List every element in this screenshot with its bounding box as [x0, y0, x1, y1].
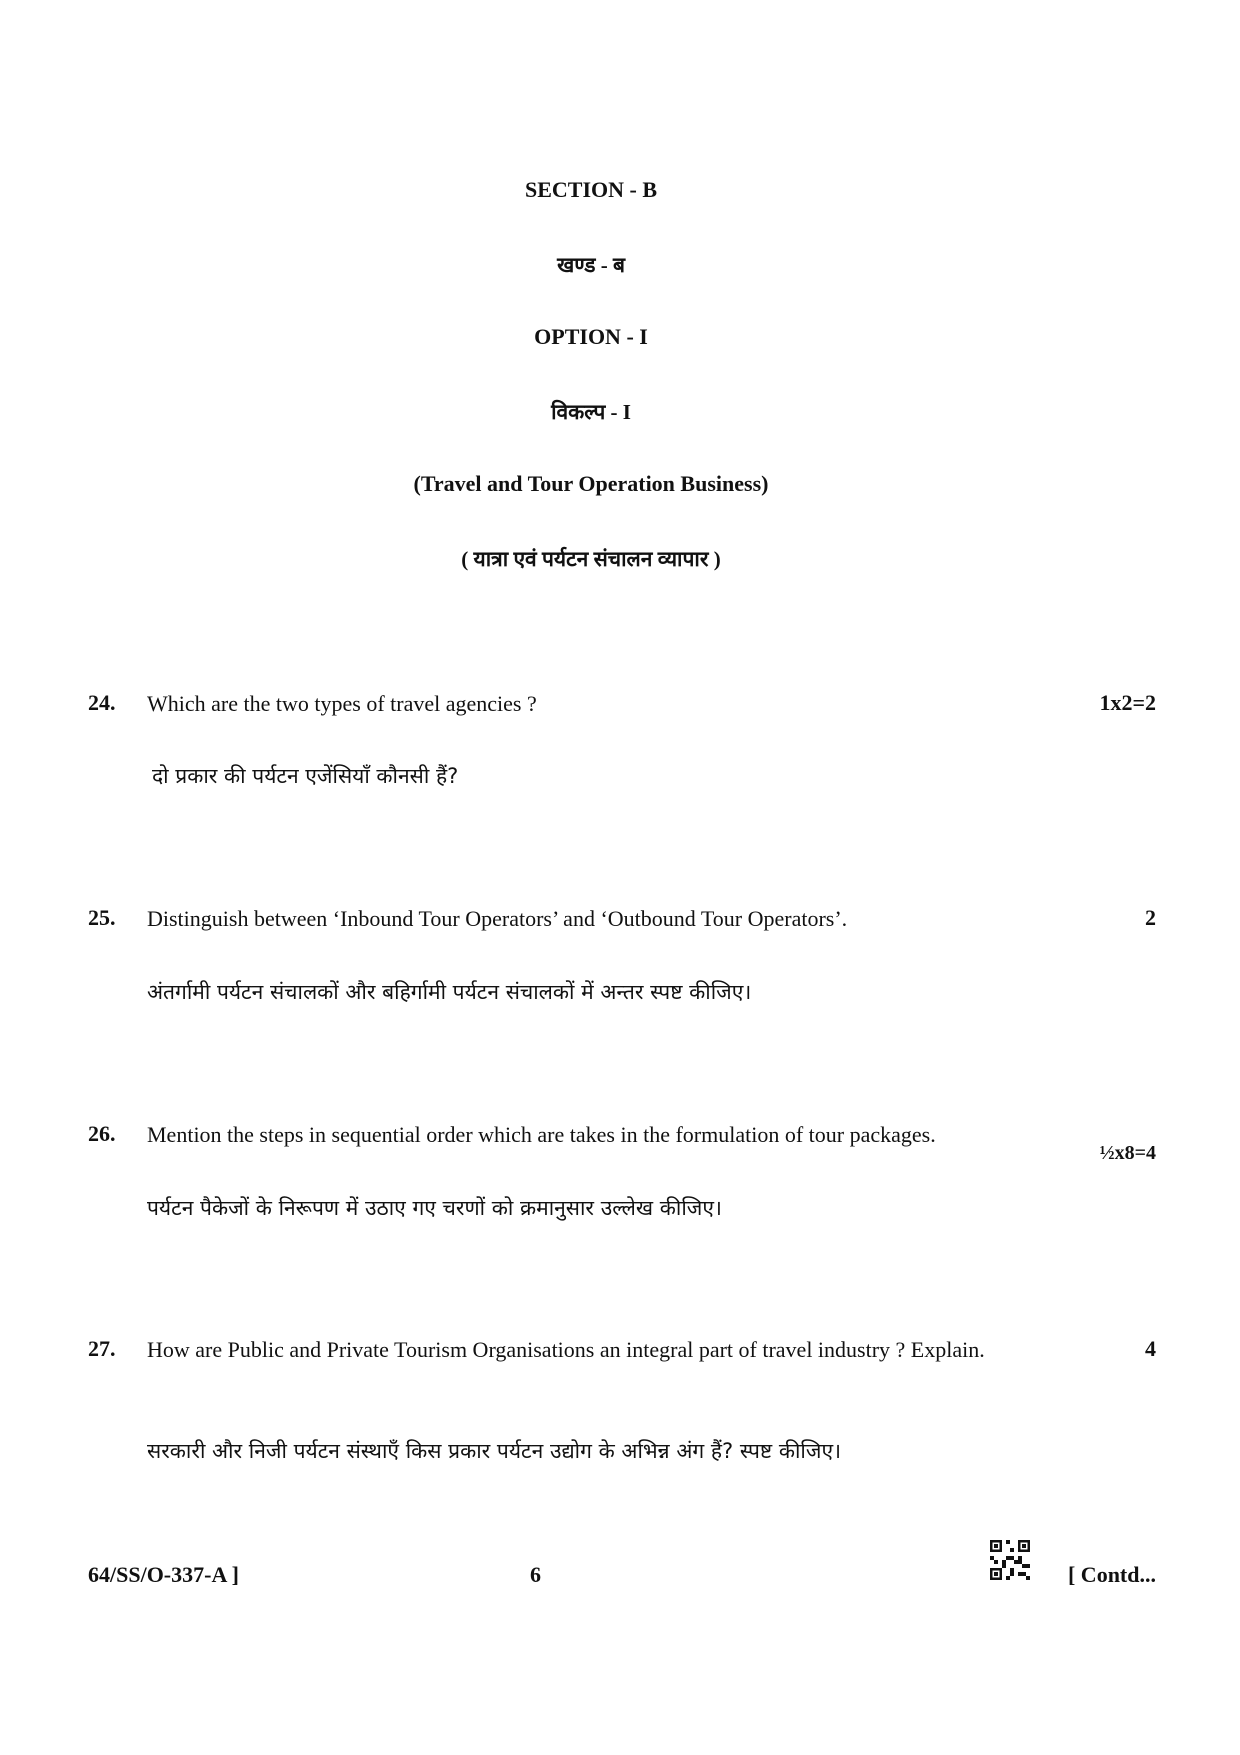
subject-heading-en: (Travel and Tour Operation Business)	[413, 471, 769, 496]
question-text-en: How are Public and Private Tourism Organisations an integral part of travel industry ? Explain.	[147, 1337, 985, 1362]
subject-heading-hi: ( यात्रा एवं पर्यटन संचालन व्यापार )	[461, 547, 721, 571]
continued-label: [ Contd...	[1067, 1562, 1156, 1587]
section-heading-hi: खण्ड - ब	[557, 253, 625, 277]
question-marks: ½x8=4	[1099, 1142, 1156, 1164]
qr-code-icon	[990, 1540, 1030, 1580]
question-number: 27.	[88, 1336, 116, 1361]
question-marks: 1x2=2	[1099, 690, 1156, 715]
question-number: 25.	[88, 905, 116, 930]
page-number: 6	[530, 1562, 541, 1587]
question-text-hi: दो प्रकार की पर्यटन एजेंसियाँ कौनसी हैं?	[152, 764, 459, 788]
question-text-hi: अंतर्गामी पर्यटन संचालकों और बहिर्गामी पर्यटन संचालकों में अन्तर स्पष्ट कीजिए।	[147, 980, 752, 1004]
question-text-hi: सरकारी और निजी पर्यटन संस्थाएँ किस प्रकार पर्यटन उद्योग के अभिन्न अंग हैं? स्पष्ट कीजिए।	[147, 1439, 842, 1463]
question-number: 26.	[88, 1121, 116, 1146]
question-text-hi: पर्यटन पैकेजों के निरूपण में उठाए गए चरणों को क्रमानुसार उल्लेख कीजिए।	[147, 1196, 722, 1220]
question-text-en: Mention the steps in sequential order which are takes in the formulation of tour packages.	[147, 1122, 936, 1147]
question-text-en: Which are the two types of travel agencies ?	[147, 691, 537, 716]
question-marks: 2	[1145, 905, 1156, 930]
question-text-en: Distinguish between ‘Inbound Tour Operators’ and ‘Outbound Tour Operators’.	[147, 906, 848, 931]
option-heading-en: OPTION - I	[534, 324, 648, 349]
question-marks: 4	[1145, 1336, 1156, 1361]
question-number: 24.	[88, 690, 116, 715]
option-heading-hi: विकल्प - I	[551, 400, 631, 424]
paper-code: 64/SS/O-337-A ]	[88, 1562, 239, 1587]
section-heading-en: SECTION - B	[524, 177, 658, 202]
